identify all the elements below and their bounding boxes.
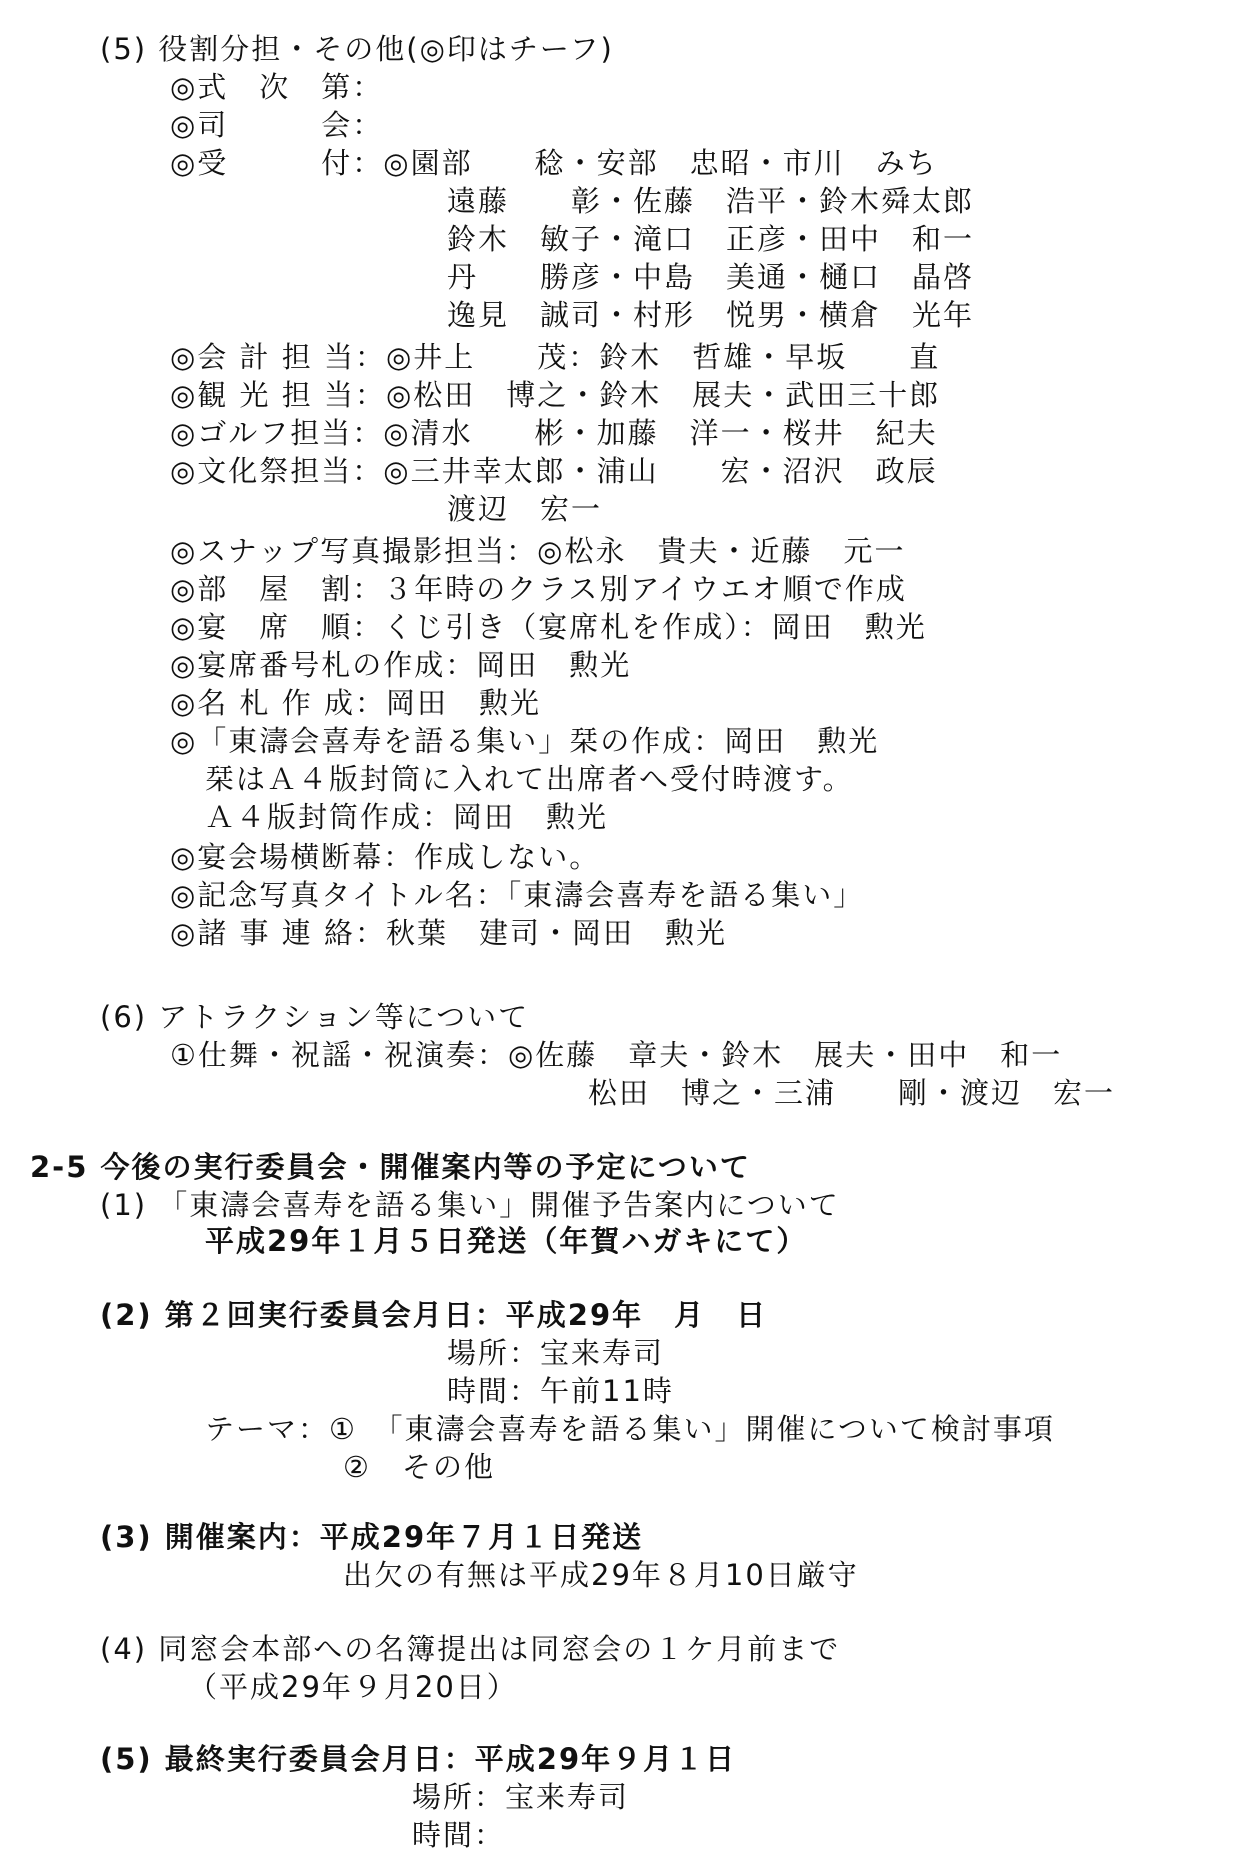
section-6-heading: (6) アトラクション等について [100, 1000, 530, 1034]
culture-festival-names-2: 渡辺 宏一 [447, 492, 603, 526]
role-snapshot: ◎スナップ写真撮影担当：◎松永 貴夫・近藤 元一 [170, 534, 906, 568]
item-1-title: (1) 「東濤会喜寿を語る集い」開催予告案内について [100, 1188, 840, 1222]
item-1-detail: 平成29年１月５日発送（年賀ハガキにて） [205, 1224, 808, 1258]
reception-names-4: 丹 勝彦・中島 美通・樋口 晶啓 [447, 260, 975, 294]
role-golf: ◎ゴルフ担当：◎清水 彬・加藤 洋一・桜井 紀夫 [170, 416, 938, 450]
section-5-heading: (5) 役割分担・その他(◎印はチーフ) [100, 32, 614, 66]
item-3-title: (3) 開催案内：平成29年７月１日発送 [100, 1520, 644, 1554]
attraction-line-1: ①仕舞・祝謡・祝演奏：◎佐藤 章夫・鈴木 展夫・田中 和一 [170, 1038, 1063, 1072]
section-2-5-heading: 2-5 今後の実行委員会・開催案内等の予定について [30, 1150, 751, 1184]
item-2-place: 場所：宝来寿司 [447, 1336, 665, 1370]
item-2-title: (2) 第２回実行委員会月日：平成29年 月 日 [100, 1298, 768, 1332]
role-name-tags: ◎名 札 作 成：岡田 勲光 [170, 686, 541, 720]
item-5-place: 場所：宝来寿司 [412, 1780, 630, 1814]
role-accounting: ◎会 計 担 当：◎井上 茂：鈴木 哲雄・早坂 直 [170, 340, 941, 374]
role-room-assignment: ◎部 屋 割：３年時のクラス別アイウエオ順で作成 [170, 572, 907, 606]
role-communications: ◎諸 事 連 絡：秋葉 建司・岡田 勲光 [170, 916, 727, 950]
role-sightseeing: ◎観 光 担 当：◎松田 博之・鈴木 展夫・武田三十郎 [170, 378, 941, 412]
item-4-title: (4) 同窓会本部への名簿提出は同窓会の１ケ月前まで [100, 1632, 841, 1666]
item-4-detail: （平成29年９月20日） [188, 1670, 518, 1704]
item-3-detail: 出欠の有無は平成29年８月10日厳守 [343, 1558, 859, 1592]
reception-names-2: 遠藤 彰・佐藤 浩平・鈴木舜太郎 [447, 184, 975, 218]
reception-names-3: 鈴木 敏子・滝口 正彦・田中 和一 [447, 222, 975, 256]
item-2-theme-1: テーマ：① 「東濤会喜寿を語る集い」開催について検討事項 [205, 1412, 1055, 1446]
role-banner: ◎宴会場横断幕：作成しない。 [170, 840, 601, 874]
role-ceremony: ◎式 次 第： [170, 70, 384, 104]
role-reception: ◎受 付：◎園部 稔・安部 忠昭・市川 みち [170, 146, 938, 180]
booklet-note: 栞はＡ４版封筒に入れて出席者へ受付時渡す。 [205, 762, 854, 796]
reception-names-5: 逸見 誠司・村形 悦男・横倉 光年 [447, 298, 975, 332]
role-booklet: ◎「東濤会喜寿を語る集い」栞の作成：岡田 勲光 [170, 724, 880, 758]
role-seat-number-cards: ◎宴席番号札の作成：岡田 勲光 [170, 648, 632, 682]
envelope-note: Ａ４版封筒作成：岡田 勲光 [205, 800, 609, 834]
attraction-line-2: 松田 博之・三浦 剛・渡辺 宏一 [588, 1076, 1116, 1110]
role-seating-order: ◎宴 席 順：くじ引き（宴席札を作成）：岡田 勲光 [170, 610, 927, 644]
item-5-time: 時間： [412, 1818, 506, 1852]
item-5-title: (5) 最終実行委員会月日：平成29年９月１日 [100, 1742, 737, 1776]
role-photo-title: ◎記念写真タイトル名：「東濤会喜寿を語る集い」 [170, 878, 865, 912]
item-2-theme-2: ② その他 [343, 1450, 495, 1484]
role-culture-festival: ◎文化祭担当：◎三井幸太郎・浦山 宏・沼沢 政辰 [170, 454, 938, 488]
role-mc: ◎司 会： [170, 108, 384, 142]
item-2-time: 時間：午前11時 [447, 1374, 674, 1408]
